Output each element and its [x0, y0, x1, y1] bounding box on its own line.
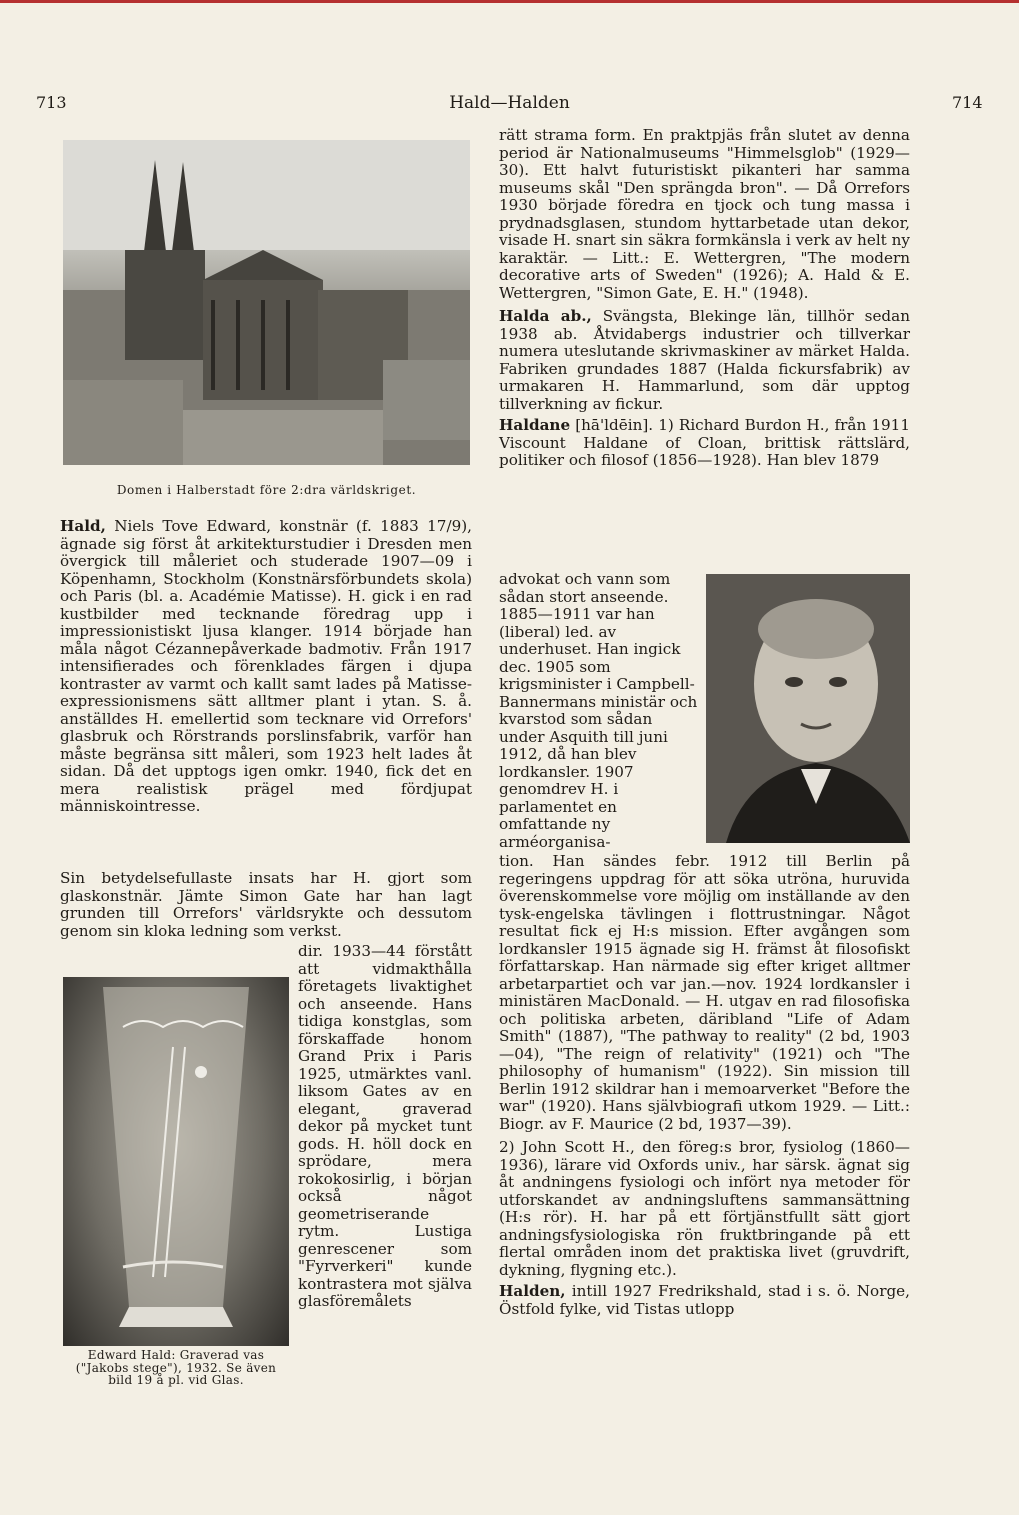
entry-halda	[499, 308, 910, 413]
glass-caption-line-2: ("Jakobs stege"), 1932. Se även	[75, 1360, 277, 1375]
page-number-right: 714	[952, 93, 983, 112]
entry-hald-text: Niels Tove Edward, konstnär (f. 1883 17/9), ägnade sig först åt arkitekturstudier i Dresden men övergick till måleriet och studerade 1907—09 i Köpenhamn, Stockholm (Konstnärsförbundets skola) och Paris (bl. a. Académie Matisse). H. gick i en rad kustbilder med tecknande föredrag upp i impressionistiskt ljusa klanger. 1914 började han måla något Cézannepåverkade badmotiv. Från 1917 intensifierades och förenklades färgen i djupa kontraster av varmt och kallt samt lades på Matisse-expressionismens sätt alltmer plant i ytan. S. å. anställdes H. emellertid som tecknare vid Orrefors' glasbruk och Rörstrands porslinsfabrik, varför han måste begränsa sitt måleri, som 1923 helt lades åt sidan. Då det upptogs igen omkr. 1940, fick det en mera realistisk prägel med fördjupat människointresse.	[60, 517, 472, 815]
entry-hald-continued: rätt strama form. En praktpjäs från slutet av denna period är Nationalmuseums "Himmelsglob" (1929—30). Ett halvt futuristiskt pikanteri har samma museums skål "Den sprängda bron". — Då Orrefors 1930 började föredra en tjock och tung massa i prydnadsglasen, stundom hyttarbetade utan dekor, visade H. snart sin säkra formkänsla i verk av helt ny karaktär. — Litt.: E. Wettergren, "The modern decorative arts of Sweden" (1926); A. Hald & E. Wettergren, "Simon Gate, E. H." (1948).	[499, 126, 910, 302]
entry-haldane-continued: tion. Han sändes febr. 1912 till Berlin på regeringens uppdrag för att söka utröna, huruvida överenskommelse vore möjlig om inställande av den tysk-engelska tävlingen i flottrustningar. Något resultat fick ej H:s mission. Efter avgången som lordkansler 1915 ägnade sig H. främst åt filosofiskt författarskap. Han närmade sig efter kriget alltmer arbetarpartiet och var jan.—nov. 1924 lordkansler i ministären MacDonald. — H. utgav en rad filosofiska och politiska arbeten, däribland "Life of Adam Smith" (1887), "The pathway to reality" (2 bd, 1903—04), "The reign of relativity" (1921) och "The philosophy of humanism" (1922). Sin mission till Berlin 1912 skildrar han i memoarverket "Before the war" (1920). Hans självbiografi utkom 1929. — Litt.: Biogr. av F. Maurice (2 bd, 1937—39).	[499, 852, 910, 1133]
glass-vase-illustration	[63, 977, 289, 1346]
entry-hald-para3-text: dir. 1933—44 förstått att vidmakthålla företagets livaktighet och anseende. Hans tidiga konstglas, som förskaffade honom Grand Prix i Paris 1925, utmärktes vanl. liksom Gates av en elegant, graverad dekor på mycket tunt gods. H. höll dock en sprödare, mera rokokosirlig, i början också något geometriserande rytm. Lustiga genrescener som "Fyrverkeri" kunde kontrastera mot själva glasföremålets	[298, 942, 472, 1310]
running-title: Hald—Halden	[449, 93, 570, 113]
entry-halda-text: Svängsta, Blekinge län, tillhör sedan 1938 ab. Åtvidabergs industrier och tillverkar numera uteslutande skrivmaskiner av märket Halda. Fabriken grundades 1887 (Halda fickursfabrik) av urmakaren H. Hammarlund, som där upptog tillverkning av fickur.	[499, 307, 910, 413]
entry-hald-para2-text: Sin betydelsefullaste insats har H. gjort som glaskonstnär. Jämte Simon Gate har han lagt grunden till Orrefors' världsrykte och dessutom genom sin kloka ledning som verkst.	[60, 869, 472, 940]
entry-halden	[499, 1283, 910, 1318]
glass-caption-line-3: bild 19 å pl. vid Glas.	[108, 1373, 244, 1387]
entry-hald-para3	[298, 943, 472, 1311]
entry-halden-text: intill 1927 Fredrikshald, stad i s. ö. Norge, Östfold fylke, vid Tistas utlopp	[499, 1282, 910, 1318]
right-column-bottom	[499, 853, 910, 1318]
right-column-top	[499, 127, 910, 470]
glass-caption	[63, 1349, 289, 1387]
entry-headword-halden: Halden,	[499, 1282, 566, 1300]
entry-headword-haldane: Haldane	[499, 416, 571, 434]
entry-haldane-side	[499, 571, 699, 851]
entry-haldane	[499, 417, 910, 470]
entry-headword-halda: Halda ab.,	[499, 307, 592, 325]
entry-haldane-side-text: advokat och vann som sådan stort anseende. 1885—1911 var han (liberal) led. av underhuset. Han ingick dec. 1905 som krigsminister i Campbell-Bannermans ministär och kvarstod som sådan under Asquith till juni 1912, då han blev lordkansler. 1907 genomdrev H. i parlamentet en omfattande ny arméorganisa-	[499, 570, 698, 851]
cathedral-photo	[63, 140, 470, 465]
cathedral-caption: Domen i Halberstadt före 2:dra världskriget.	[116, 483, 417, 497]
haldane-portrait	[706, 574, 910, 843]
entry-hald-para2	[60, 870, 472, 940]
entry-hald	[60, 518, 472, 816]
entry-haldane-intro: [hā'ldēin]. 1) Richard Burdon H., från 1911 Viscount Haldane of Cloan, brittisk rättslärd, politiker och filosof (1856—1928). Han blev 1879	[499, 416, 910, 469]
glass-vase-photo	[63, 977, 289, 1346]
entry-john-scott-haldane: 2) John Scott H., den föreg:s bror, fysiolog (1860—1936), lärare vid Oxfords univ., har särsk. ägnat sig åt andningens fysiologi och infört nya metoder för utforskandet av andningsluftens sammansättning (H:s rör). H. har på ett förtjänstfullt sätt gjort andningsfysiologiska rön fruktbringande på ett flertal områden inom det praktiska livet (gruvdrift, dykning, flygning etc.).	[499, 1138, 910, 1279]
glass-caption-line-1: Edward Hald: Graverad vas	[87, 1348, 265, 1362]
page-top-edge	[0, 0, 1019, 3]
cathedral-illustration	[63, 140, 470, 465]
portrait-illustration	[706, 574, 910, 843]
page-number-left: 713	[36, 93, 67, 112]
entry-headword-hald: Hald,	[60, 517, 106, 535]
